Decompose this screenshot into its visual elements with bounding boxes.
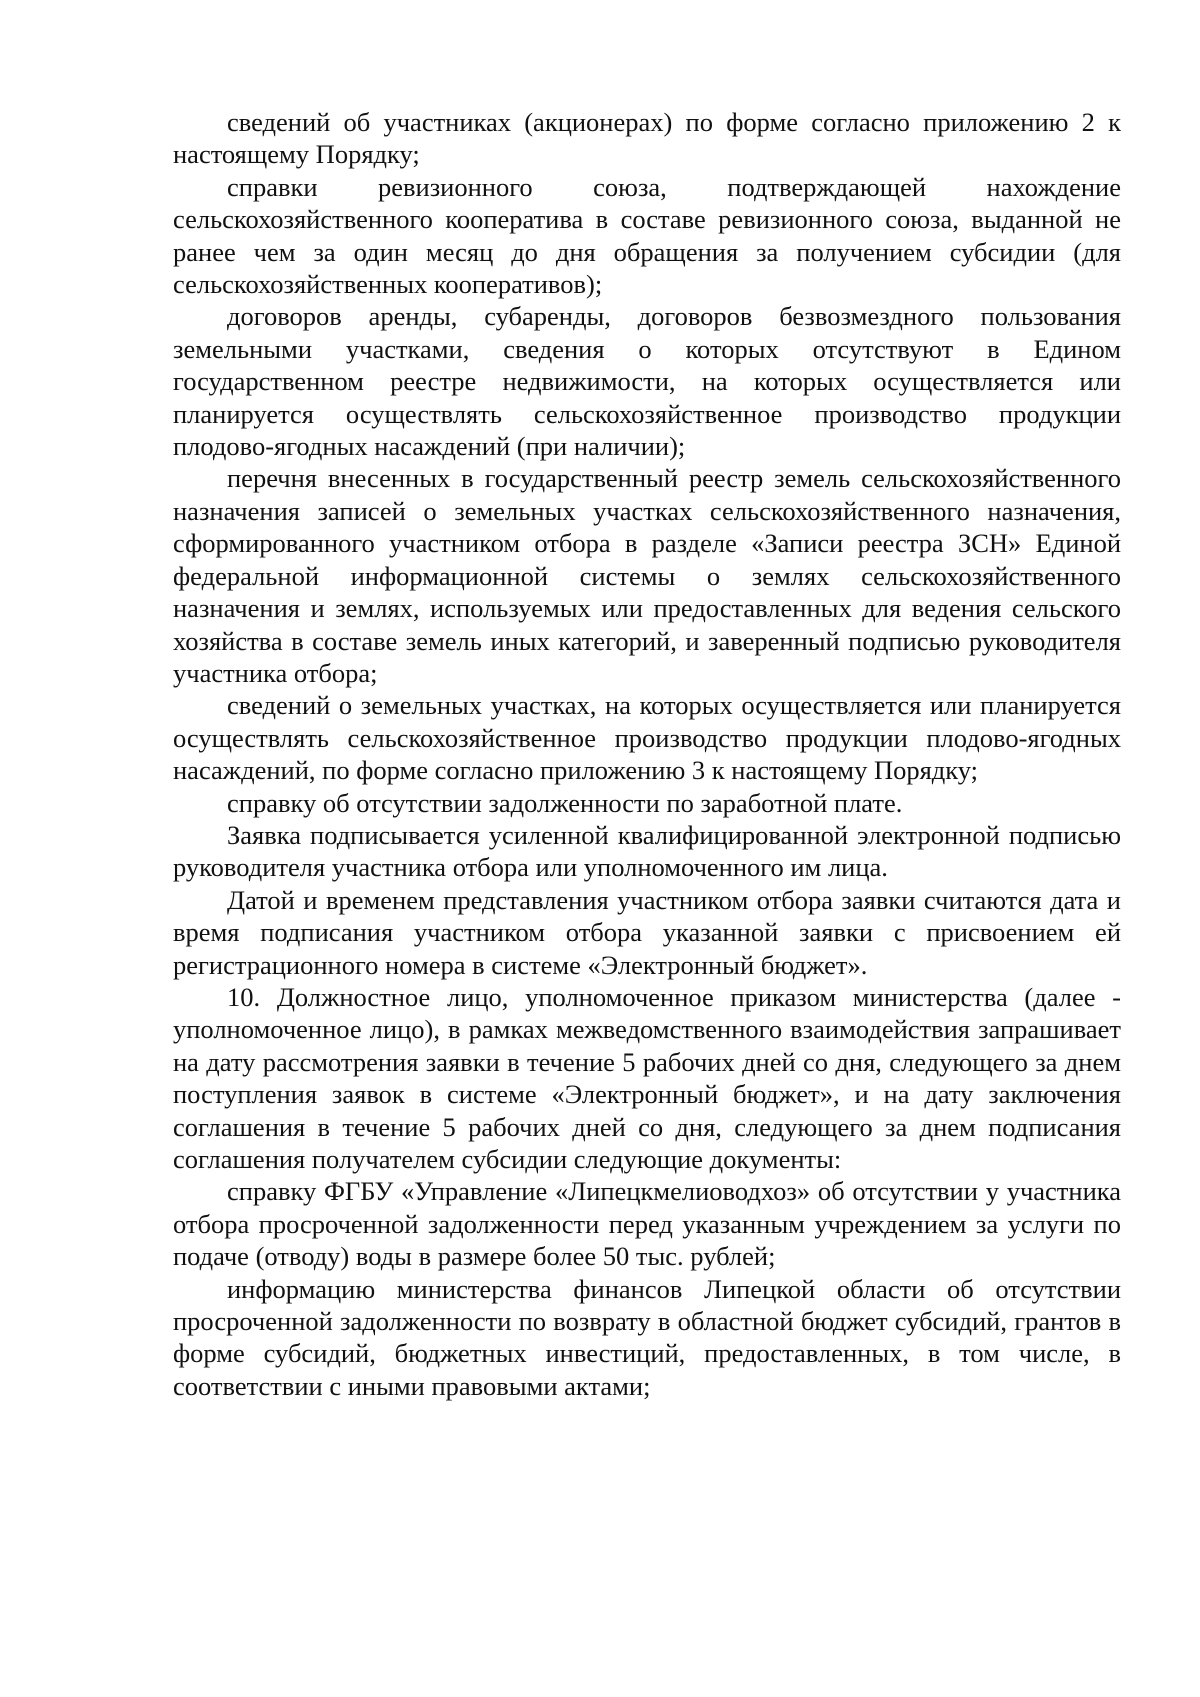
paragraph-shareholders-info: сведений об участниках (акционерах) по форме согласно приложению 2 к настоящему Порядку;	[173, 107, 1121, 170]
paragraph-submission-date: Датой и временем представления участником отбора заявки считаются дата и время подписания участником отбора указанной заявки с присвоением ей регистрационного номера в системе «Электронный бюджет».	[173, 884, 1121, 980]
paragraph-audit-union-certificate: справки ревизионного союза, подтверждающей нахождение сельскохозяйственного кооператива в составе ревизионного союза, выданной не ранее чем за один месяц до дня обращения за получением субсидии (для сельскохозяйственных кооперативов);	[173, 171, 1121, 300]
paragraph-salary-debt-certificate: справку об отсутствии задолженности по заработной плате.	[227, 787, 903, 818]
paragraph-land-register-list: перечня внесенных в государственный реестр земель сельскохозяйственного назначения записей о земельных участках сельскохозяйственного назначения, сформированного участником отбора в разделе «Записи реестра ЗСН» Единой федеральной информационной системы о землях сельскохозяйственного назначения и землях, используемых или предоставленных для ведения сельского хозяйства в составе земель иных категорий, и заверенный подписью руководителя участника отбора;	[173, 463, 1121, 688]
document-page	[173, 106, 1121, 1402]
paragraph-application-signature: Заявка подписывается усиленной квалифицированной электронной подписью руководителя участника отбора или уполномоченного им лица.	[173, 819, 1121, 883]
paragraph-clause-10: 10. Должностное лицо, уполномоченное приказом министерства (далее - уполномоченное лицо), в рамках межведомственного взаимодействия запрашивает на дату рассмотрения заявки в течение 5 рабочих дней со дня, следующего за днем поступления заявок в системе «Электронный бюджет», и на дату заключения соглашения в течение 5 рабочих дней со дня, следующего за днем подписания соглашения получателем субсидии следующие документы:	[173, 981, 1121, 1174]
paragraph-land-plots-info: сведений о земельных участках, на которых осуществляется или планируется осуществлять сельскохозяйственное производство продукции плодово-ягодных насаждений, по форме согласно приложению 3 к настоящему Порядку;	[173, 690, 1121, 786]
paragraph-water-debt-certificate: справку ФГБУ «Управление «Липецкмелиоводхоз» об отсутствии у участника отбора просроченной задолженности перед указанным учреждением за услуги по подаче (отводу) воды в размере более 50 тыс. рублей;	[173, 1176, 1121, 1272]
paragraph-finance-ministry-info: информацию министерства финансов Липецкой области об отсутствии просроченной задолженности по возврату в областной бюджет субсидий, грантов в форме субсидий, бюджетных инвестиций, предоставленных, в том числе, в соответствии с иными правовыми актами;	[173, 1273, 1121, 1401]
paragraph-lease-agreements: договоров аренды, субаренды, договоров безвозмездного пользования земельными участками, сведения о которых отсутствуют в Едином государственном реестре недвижимости, на которых осуществляется или планируется осуществлять сельскохозяйственное производство продукции плодово-ягодных насаждений (при наличии);	[173, 301, 1121, 462]
